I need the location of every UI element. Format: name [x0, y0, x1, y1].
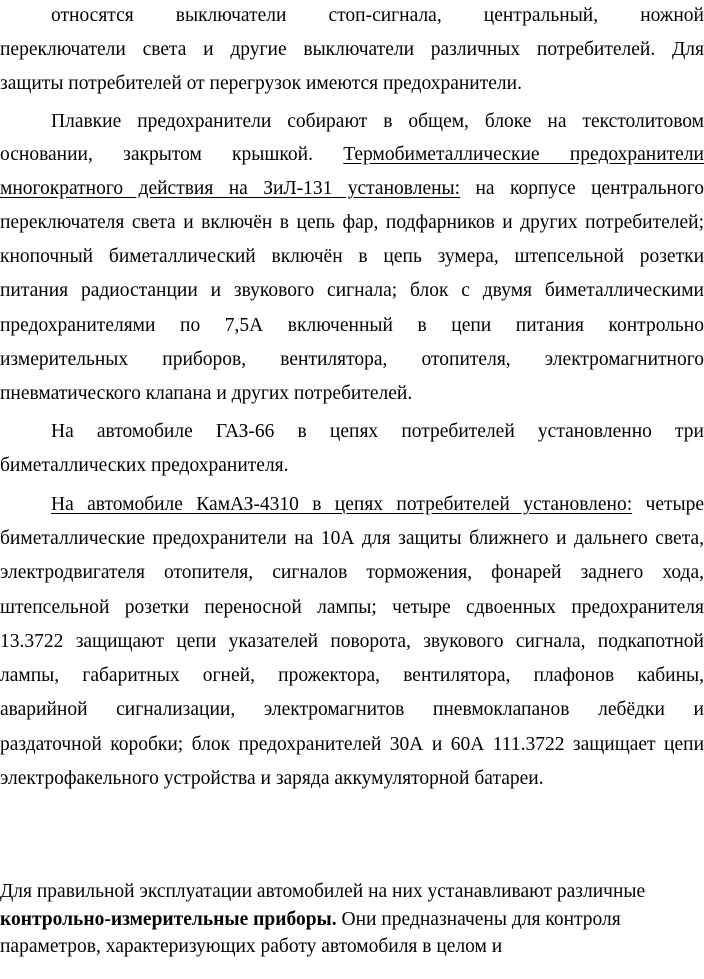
paragraph-5-line-3: параметров, характеризующих работу автомобиля в целом и — [0, 936, 503, 957]
paragraph-4-line-1 — [0, 493, 704, 517]
paragraph-5-bold-term: контрольно-измерительные приборы. — [0, 909, 337, 930]
paragraph-4-line-3: электродвигателя отопителя, сигналов торможения, фонарей заднего хода, — [0, 562, 704, 583]
paragraph-2-line-7: предохранителями по 7,5А включенный в цепи питания контрольно — [0, 315, 704, 336]
paragraph-2-line-9: пневматического клапана и других потребителей. — [0, 383, 413, 404]
paragraph-2-line-1: Плавкие предохранители собирают в общем, блоке на текстолитовом — [51, 111, 704, 132]
paragraph-2-line-6: питания радиостанции и звукового сигнала; блок с двумя биметаллическими — [0, 280, 704, 301]
paragraph-2-line-5: кнопочный биметаллический включён в цепь зумера, штепсельной розетки — [0, 246, 704, 267]
paragraph-4-underlined-heading: На автомобиле КамАЗ-4310 в цепях потребителей установлено: — [51, 494, 633, 515]
paragraph-2-line-4: переключателя света и включён в цепь фар, подфарников и других потребителей; — [0, 212, 704, 233]
paragraph-2-line-2-text: основании, закрытом крышкой. — [0, 144, 344, 165]
paragraph-4-line-6: лампы, габаритных огней, прожектора, вентилятора, плафонов кабины, — [0, 665, 704, 686]
paragraph-4-line-7: аварийной сигнализации, электромагнитов пневмоклапанов лебёдки и — [0, 699, 704, 720]
paragraph-4-line-2: биметаллические предохранители на 10А для защиты ближнего и дальнего света, — [0, 528, 704, 549]
paragraph-1-line-1: относятся выключатели стоп-сигнала, центральный, ножной — [51, 5, 704, 26]
paragraph-4-line-8: раздаточной коробки; блок предохранителей 30А и 60А 111.3722 защищает цепи — [0, 734, 704, 755]
paragraph-4-line-1-text: четыре — [632, 494, 704, 515]
paragraph-2-line-3-text: на корпусе центрального — [460, 178, 704, 199]
paragraph-3-line-1: На автомобиле ГАЗ-66 в цепях потребителей установленно три — [51, 421, 704, 442]
paragraph-4-line-9: электрофакельного устройства и заряда аккумуляторной батареи. — [0, 768, 544, 789]
paragraph-2-line-2 — [0, 143, 704, 167]
paragraph-1-line-3: защиты потребителей от перегрузок имеются предохранители. — [0, 73, 522, 94]
paragraph-2-underlined-heading-part-2: многократного действия на ЗиЛ-131 установлены: — [0, 178, 461, 199]
paragraph-5-line-2 — [0, 908, 704, 932]
paragraph-3-line-2: биметаллических предохранителя. — [0, 455, 289, 476]
paragraph-5-line-1: Для правильной эксплуатации автомобилей на них устанавливают различные — [0, 881, 646, 902]
paragraph-1-line-2: переключатели света и другие выключатели различных потребителей. Для — [0, 39, 704, 60]
paragraph-2-line-3 — [0, 177, 704, 201]
paragraph-2-line-8: измерительных приборов, вентилятора, отопителя, электромагнитного — [0, 349, 704, 370]
paragraph-4-line-4: штепсельной розетки переносной лампы; четыре сдвоенных предохранителя — [0, 597, 704, 618]
paragraph-2-underlined-heading-part-1: Термобиметаллические предохранители — [343, 144, 704, 165]
paragraph-4-line-5: 13.3722 защищают цепи указателей поворота, звукового сигнала, подкапотной — [0, 631, 704, 652]
paragraph-5-line-2-text: Они предназначены для контроля — [336, 909, 621, 930]
